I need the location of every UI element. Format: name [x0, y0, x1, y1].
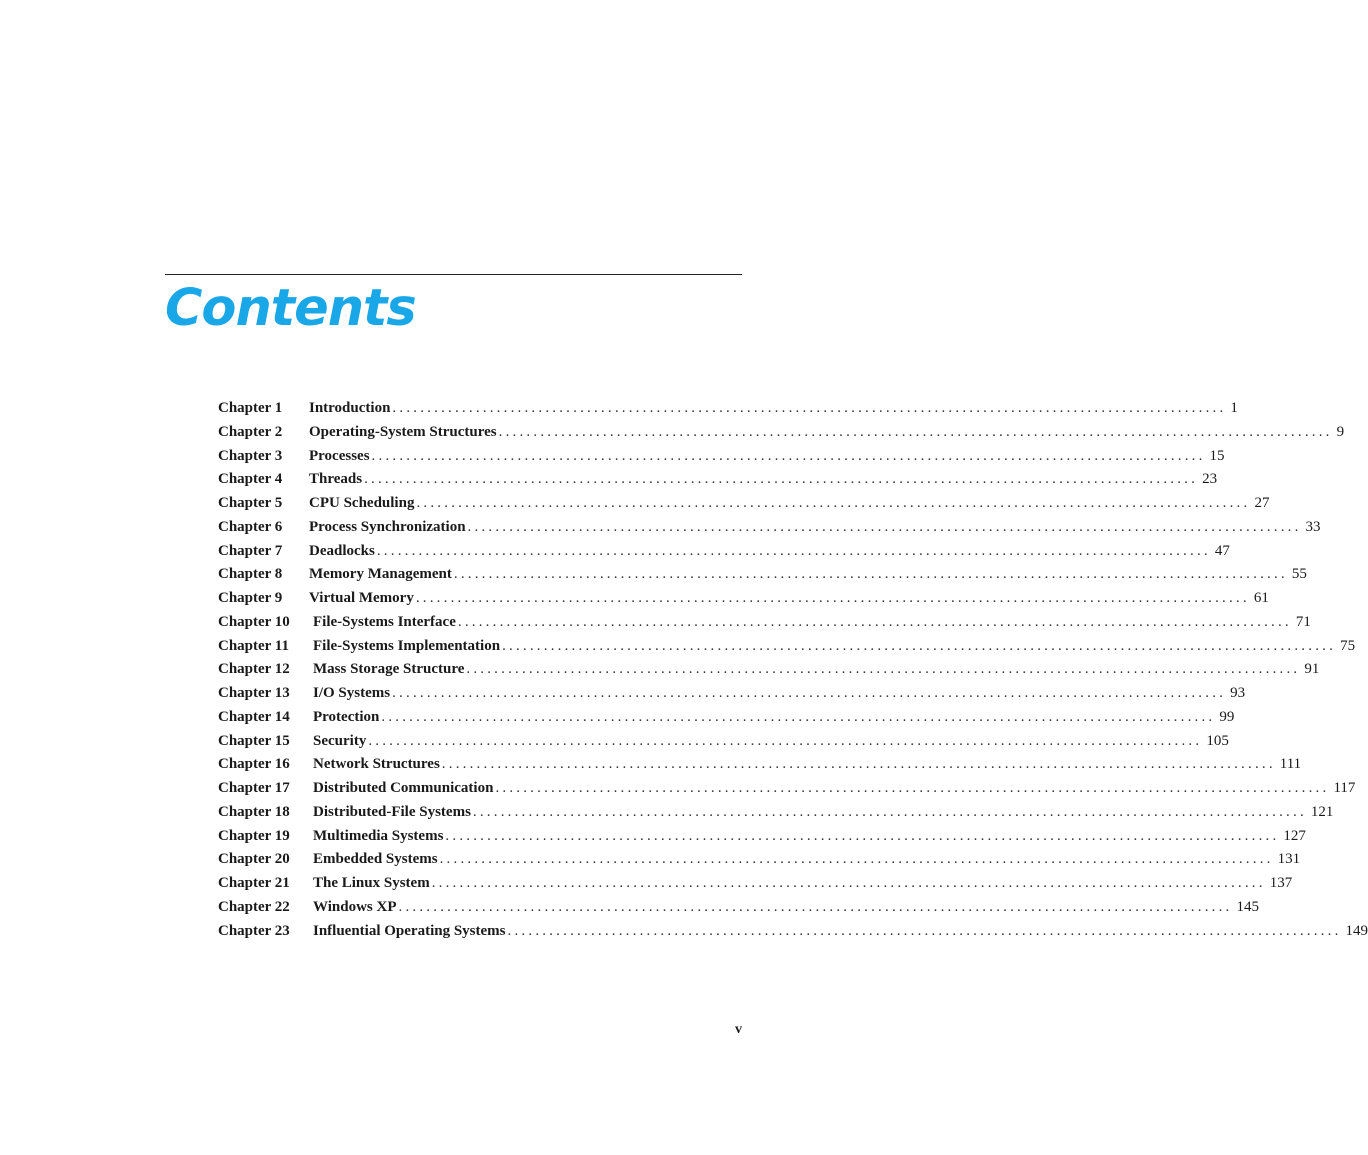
page-number: v: [735, 1022, 742, 1037]
toc-page-number: 145: [1236, 898, 1259, 915]
toc-entry[interactable]: [218, 685, 1246, 709]
toc-chapter-label: Chapter 7: [218, 542, 283, 559]
toc-page-number: 121: [1310, 803, 1334, 820]
toc-chapter-label: Chapter 21: [218, 875, 290, 891]
toc-dot-leader: ........................................................................................................................: [495, 780, 1330, 796]
toc-page-number: 9: [1336, 423, 1345, 440]
toc-dot-leader: ........................................................................................................................: [466, 661, 1301, 678]
toc-dot-leader: ........................................................................................................................: [457, 613, 1292, 630]
toc-page-number: 27: [1254, 495, 1270, 511]
toc-entry[interactable]: [218, 922, 1368, 947]
toc-chapter-label: Chapter 14: [218, 708, 290, 725]
toc-dot-leader: ........................................................................................................................: [416, 495, 1251, 511]
toc-chapter-label: Chapter 4: [218, 471, 283, 488]
toc-entry[interactable]: [218, 471, 1218, 495]
toc-dot-leader: ........................................................................................................................: [439, 851, 1274, 868]
toc-chapter-label: Chapter 9: [218, 590, 283, 606]
toc-entry[interactable]: [218, 827, 1306, 852]
toc-page-number: 93: [1230, 685, 1246, 701]
toc-chapter-title: Process Synchronization: [309, 518, 466, 535]
toc-page-number: 131: [1277, 851, 1301, 868]
toc-dot-leader: ........................................................................................................................: [371, 447, 1206, 464]
toc-page-number: 55: [1291, 566, 1307, 583]
toc-chapter-title: Network Structures: [313, 756, 440, 773]
toc-entry[interactable]: [218, 803, 1334, 828]
toc-chapter-label: Chapter 13: [218, 685, 290, 701]
toc-page-number: 47: [1214, 542, 1230, 559]
toc-chapter-title: Windows XP: [313, 898, 397, 915]
toc-chapter-title: Memory Management: [309, 566, 452, 583]
toc-chapter-title: Distributed Communication: [313, 780, 494, 796]
toc-entry[interactable]: [218, 780, 1356, 804]
toc-page-number: 1: [1230, 400, 1238, 416]
toc-entry[interactable]: [218, 447, 1225, 472]
toc-chapter-title: Embedded Systems: [313, 851, 438, 868]
toc-dot-leader: ........................................................................................................................: [502, 637, 1337, 654]
table-of-contents: [218, 400, 1368, 946]
toc-dot-leader: ........................................................................................................................: [472, 803, 1307, 820]
toc-page-number: 105: [1206, 732, 1229, 749]
toc-chapter-label: Chapter 17: [218, 780, 290, 796]
toc-chapter-title: Distributed-File Systems: [313, 803, 471, 820]
toc-dot-leader: ........................................................................................................................: [445, 827, 1280, 844]
toc-entry[interactable]: [218, 613, 1311, 638]
toc-chapter-label: Chapter 2: [218, 423, 283, 440]
toc-dot-leader: ........................................................................................................................: [431, 875, 1266, 891]
toc-entry[interactable]: [218, 400, 1238, 424]
toc-page-number: 91: [1304, 661, 1320, 678]
toc-chapter-label: Chapter 3: [218, 447, 283, 464]
toc-entry[interactable]: [218, 756, 1302, 780]
toc-page-number: 33: [1305, 518, 1321, 535]
toc-dot-leader: ........................................................................................................................: [368, 732, 1203, 749]
toc-chapter-title: Mass Storage Structure: [313, 661, 465, 678]
toc-chapter-label: Chapter 20: [218, 851, 290, 868]
toc-chapter-title: Introduction: [309, 400, 391, 416]
toc-chapter-title: File-Systems Implementation: [313, 637, 501, 654]
toc-page-number: 71: [1295, 613, 1311, 630]
toc-chapter-title: CPU Scheduling: [309, 495, 415, 511]
toc-chapter-label: Chapter 19: [218, 827, 290, 844]
heading-rule: [165, 274, 742, 275]
toc-dot-leader: ........................................................................................................................: [498, 423, 1333, 440]
toc-chapter-label: Chapter 1: [218, 400, 283, 416]
toc-chapter-label: Chapter 18: [218, 803, 290, 820]
toc-entry[interactable]: [218, 518, 1321, 543]
toc-entry[interactable]: [218, 495, 1270, 519]
toc-entry[interactable]: [218, 637, 1356, 662]
toc-page-number: 23: [1202, 471, 1218, 488]
toc-dot-leader: ........................................................................................................................: [441, 756, 1276, 773]
toc-chapter-label: Chapter 16: [218, 756, 290, 773]
toc-chapter-title: The Linux System: [313, 875, 430, 891]
toc-chapter-label: Chapter 12: [218, 661, 290, 678]
toc-entry[interactable]: [218, 851, 1301, 875]
toc-chapter-title: Multimedia Systems: [313, 827, 444, 844]
toc-chapter-label: Chapter 8: [218, 566, 283, 583]
toc-page-number: 137: [1269, 875, 1293, 891]
toc-chapter-label: Chapter 11: [218, 637, 289, 654]
toc-dot-leader: ........................................................................................................................: [376, 542, 1211, 559]
toc-chapter-title: Operating-System Structures: [309, 423, 497, 440]
toc-chapter-label: Chapter 5: [218, 495, 283, 511]
toc-page-number: 15: [1209, 447, 1225, 464]
toc-entry[interactable]: [218, 542, 1230, 567]
toc-dot-leader: ........................................................................................................................: [507, 922, 1342, 939]
toc-chapter-title: Influential Operating Systems: [313, 922, 506, 939]
toc-page-number: 61: [1253, 590, 1269, 606]
toc-dot-leader: ........................................................................................................................: [415, 590, 1250, 606]
toc-dot-leader: ........................................................................................................................: [364, 471, 1199, 488]
toc-entry[interactable]: [218, 590, 1269, 614]
toc-chapter-label: Chapter 10: [218, 613, 290, 630]
toc-dot-leader: ........................................................................................................................: [392, 685, 1227, 701]
toc-dot-leader: ........................................................................................................................: [467, 518, 1302, 535]
toc-page-number: 75: [1340, 637, 1356, 654]
toc-dot-leader: ........................................................................................................................: [392, 400, 1227, 416]
toc-page-number: 117: [1333, 780, 1356, 796]
toc-entry[interactable]: [218, 661, 1320, 685]
toc-page-number: 111: [1279, 756, 1302, 773]
toc-chapter-title: Threads: [309, 471, 363, 488]
toc-entry[interactable]: [218, 732, 1229, 757]
toc-entry[interactable]: [218, 875, 1293, 899]
toc-page-number: 99: [1219, 708, 1235, 725]
toc-page-number: 127: [1283, 827, 1306, 844]
toc-dot-leader: ........................................................................................................................: [453, 566, 1288, 583]
page-title: Contents: [165, 279, 416, 338]
toc-chapter-title: File-Systems Interface: [313, 613, 456, 630]
toc-chapter-title: Deadlocks: [309, 542, 375, 559]
toc-entry[interactable]: [218, 566, 1307, 590]
toc-chapter-label: Chapter 6: [218, 518, 283, 535]
toc-chapter-title: Protection: [313, 708, 380, 725]
toc-chapter-title: Security: [313, 732, 367, 749]
toc-dot-leader: ........................................................................................................................: [398, 898, 1233, 915]
toc-page-number: 149: [1345, 922, 1368, 939]
toc-chapter-title: I/O Systems: [313, 685, 391, 701]
toc-chapter-label: Chapter 22: [218, 898, 290, 915]
toc-entry[interactable]: [218, 423, 1345, 448]
toc-chapter-label: Chapter 15: [218, 732, 290, 749]
toc-chapter-label: Chapter 23: [218, 922, 290, 939]
toc-dot-leader: ........................................................................................................................: [381, 708, 1216, 725]
toc-chapter-title: Processes: [309, 447, 370, 464]
toc-entry[interactable]: [218, 708, 1235, 733]
toc-entry[interactable]: [218, 898, 1259, 923]
toc-chapter-title: Virtual Memory: [309, 590, 414, 606]
